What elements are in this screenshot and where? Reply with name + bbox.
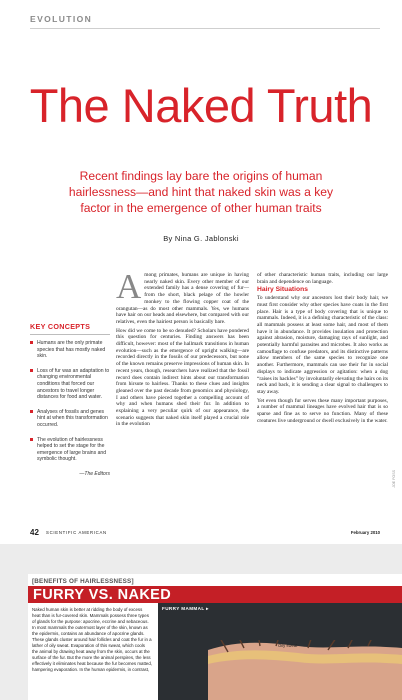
body-paragraph xyxy=(116,267,249,326)
key-concept-text: Loss of fur was an adaptation to changing environmental conditions that forced our ancestors to travel longer distances for food and water. xyxy=(37,367,110,401)
sidebar-kicker: [BENEFITS OF HAIRLESSNESS] xyxy=(32,578,134,585)
body-column-1 xyxy=(116,267,249,430)
bullet-icon xyxy=(30,410,33,413)
photo-credit: JOE FOSS xyxy=(392,470,396,488)
key-concept-item xyxy=(30,368,110,401)
body-paragraph: To understand why our ancestors lost their body hair, we must first consider why other species have coats in the first place. Hair is a type of body covering that is unique to mammals. Indeed, it is a defining characteristic of the class: all mammals possess at least some hair, and most of them have it in abundance. It provides insulation and protection against abrasion, moisture, damaging rays of sunlight, and potentially harmful parasites and microbes. It also works as camouflage to confuse predators, and its distinctive patterns allow members of the same species to recognize one another. Furthermore, mammals can use their fur in social displays to indicate aggression or agitation: when a dog “raises its hackles” by involuntarily elevating the hairs on its neck and back, it is sending a clear signal to challengers to stay away. xyxy=(257,295,388,395)
page-number: 42 xyxy=(30,528,39,537)
bullet-icon xyxy=(30,438,33,441)
key-concept-text: The evolution of hairlessness helped to set the stage for the emergence of large brains and symbolic thought. xyxy=(37,436,107,463)
key-concept-item xyxy=(30,437,110,463)
byline: By Nina G. Jablonski xyxy=(163,234,239,243)
page-footer xyxy=(30,528,380,538)
issue-date: February 2010 xyxy=(350,530,380,535)
next-page xyxy=(28,574,402,700)
key-concept-text: Humans are the only primate species that has mostly naked skin. xyxy=(37,340,106,360)
publication-name: SCIENTIFIC AMERICAN xyxy=(46,530,107,535)
sidebar-title: FURRY VS. NAKED xyxy=(33,587,172,603)
key-concept-item xyxy=(30,340,110,360)
section-rule xyxy=(30,28,380,29)
article-title: The Naked Truth xyxy=(29,79,373,132)
body-paragraph: Yet even though fur serves these many important purposes, a number of mammal lineages have evolved hair that is so sparse and fine as to serve no function. Many of these creatures live underground or dwell exclusively in the water. xyxy=(257,397,388,424)
key-concepts-credit: —The Editors xyxy=(79,470,110,477)
bullet-icon xyxy=(30,369,33,372)
section-subhead: Hairy Situations xyxy=(257,286,308,294)
body-paragraph: How did we come to be so denuded? Scholars have pondered this question for centuries. Finding answers has been difficult, however: most of the hallmark transitions in human evolution—such as the emergence of upright walking—are recorded directly in the fossils of our predecessors, but none of the known remains preserve impressions of human skin. In recent years, though, researchers have realized that the fossil record does contain indirect hints about our transformation from hirsute to hairless. Thanks to these clues and insights gleaned over the past decade from genomics and physiology, I and others have pieced together a compelling account of why and when humans shed their fur. In addition to explaining a very peculiar quirk of our appearance, the scenario suggests that naked skin itself played a crucial role in the evolution xyxy=(116,327,249,428)
body-paragraph: of other characteristic human traits, including our large brain and dependence on language. xyxy=(257,272,388,285)
key-concepts-heading: KEY CONCEPTS xyxy=(30,322,110,335)
body-paragraph-text: mong primates, humans are unique in having nearly naked skin. Every other member of our extended family has a dense covering of fur—from the short, black pelage of the howler monkey to the flowing copper coat of the orangutan—as do most other mammals. Yes, we humans have hair on our heads and elsewhere, but compared with our relatives, even the hairiest person is basically bare. xyxy=(116,272,249,325)
section-tag: EVOLUTION xyxy=(30,14,93,24)
key-concepts-box xyxy=(30,322,110,477)
oily-sweat-label: Oily sweat xyxy=(278,643,298,648)
bullet-icon xyxy=(30,341,33,344)
sidebar-body: Naked human skin is better at ridding the body of excess heat than is fur-covered skin. Mammals possess three types of glands for the purpose: apocrine, eccrine and sebaceous. In most mammals the outermost layer of the skin, known as the epidermis, contains an abundance of apocrine glands. These glands cluster around hair follicles and coat the fur in a lather of oily sweat. Evaporation of this sweat, which cools the animal by drawing heat away from the skin, occurs at the surface of the fur. But the more the animal perspires, the less effectively it eliminates heat because the fur becomes matted, hampering evaporation. In the human epidermis, in contrast, xyxy=(32,607,152,672)
body-column-2 xyxy=(257,272,388,426)
skin-cross-section xyxy=(208,640,402,700)
key-concept-text: Analyses of fossils and genes hint at when this transformation occurred. xyxy=(37,408,108,428)
key-concept-item xyxy=(30,409,110,429)
article-deck: Recent findings lay bare the origins of human hairlessness—and hint that naked skin was a key factor in the emergence of other human traits xyxy=(68,169,334,215)
drop-cap: A xyxy=(116,267,142,306)
illustration-tag: FURRY MAMMAL ▸ xyxy=(162,606,209,611)
